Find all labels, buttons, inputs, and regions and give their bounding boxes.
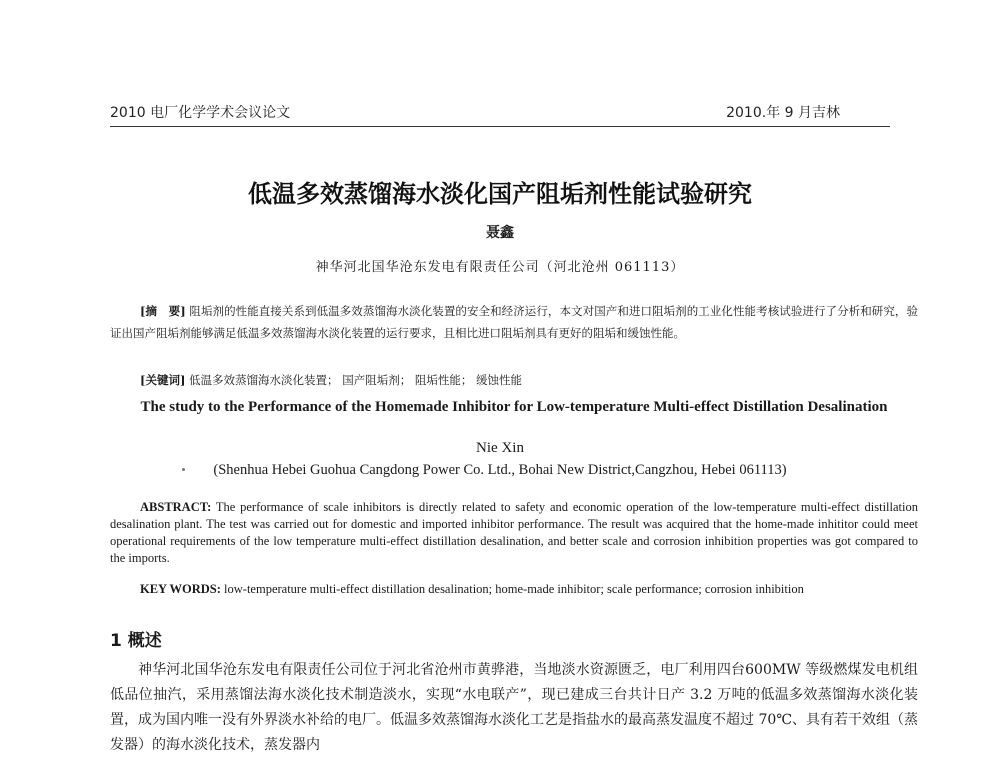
english-affiliation: (Shenhua Hebei Guohua Cangdong Power Co. Ltd., Bohai New District,Cangzhou, Hebei 061113) bbox=[213, 462, 787, 478]
chinese-abstract-label: [摘 要] bbox=[140, 304, 186, 318]
english-keywords-text: low-temperature multi-effect distillation desalination; home-made inhibitor; scale performance; corrosion inhibition bbox=[220, 582, 804, 596]
english-keywords-label: KEY WORDS: bbox=[140, 582, 221, 596]
chinese-abstract bbox=[110, 300, 918, 344]
english-title: The study to the Performance of the Homemade Inhibitor for Low-temperature Multi-effect Distillation Desalination bbox=[140, 399, 888, 415]
english-author: Nie Xin bbox=[476, 440, 524, 456]
section-heading: 1 概述 bbox=[110, 631, 162, 651]
chinese-title: 低温多效蒸馏海水淡化国产阻垢剂性能试验研究 bbox=[248, 180, 752, 208]
chinese-author: 聂鑫 bbox=[486, 225, 514, 241]
english-abstract-text: The performance of scale inhibitors is directly related to safety and economic operation of the low-temperature multi-effect distillation desalination plant. The test was carried out for domestic and imported inhibitor performance. The result was acquired that the home-made inhititor could meet operational requirements of the low temperature multi-effect distillation desalination, and better scale and corrosion inhibition properties was got compared to the imports. bbox=[110, 500, 918, 565]
running-header bbox=[110, 102, 890, 127]
english-keywords bbox=[110, 581, 918, 598]
header-right: 2010.年 9 月吉林 bbox=[726, 105, 840, 121]
section-paragraph: 神华河北国华沧东发电有限责任公司位于河北省沧州市黄骅港，当地淡水资源匮乏，电厂利用四台600MW 等级燃煤发电机组低品位抽汽，采用蒸馏法海水淡化技术制造淡水，实现“水电联产”，现已建成三台共计日产 3.2 万吨的低温多效蒸馏海水淡化装置，成为国内唯一没有外界淡水补给的电厂。低温多效蒸馏海水淡化工艺是指盐水的最高蒸发温度不超过 70℃、具有若干效组（蒸发器）的海水淡化技术，蒸发器内 bbox=[110, 662, 918, 753]
chinese-keywords bbox=[140, 372, 918, 388]
chinese-keywords-text: 低温多效蒸馏海水淡化装置； 国产阻垢剂； 阻垢性能； 缓蚀性能 bbox=[185, 373, 523, 387]
chinese-keywords-label: [关键词] bbox=[140, 373, 186, 387]
header-left: 2010 电厂化学学术会议论文 bbox=[110, 105, 291, 121]
chinese-abstract-text: 阻垢剂的性能直接关系到低温多效蒸馏海水淡化装置的安全和经济运行，本文对国产和进口阻垢剂的工业化性能考核试验进行了分析和研究，验证出国产阻垢剂能够满足低温多效蒸馏海水淡化装置的运行要求，且相比进口阻垢剂具有更好的阻垢和缓蚀性能。 bbox=[110, 304, 918, 340]
english-abstract bbox=[110, 499, 918, 567]
chinese-affiliation: 神华河北国华沧东发电有限责任公司（河北沧州 061113） bbox=[315, 260, 685, 275]
english-abstract-label: ABSTRACT: bbox=[140, 500, 212, 514]
